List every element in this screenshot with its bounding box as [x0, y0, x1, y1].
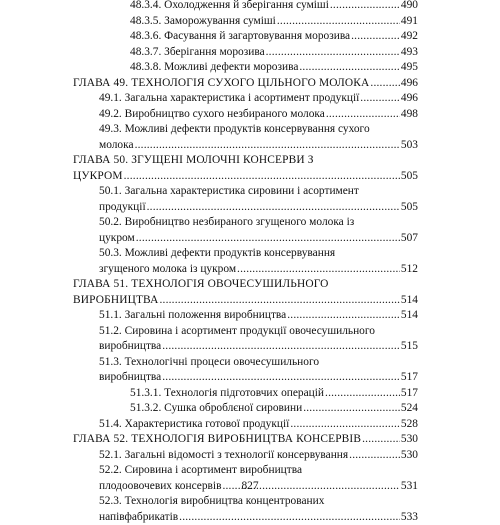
dot-leader [159, 293, 399, 309]
toc-entry-title: 52.3. Технологія виробництва концентрованих [99, 494, 324, 510]
toc-entry-title: 49.1. Загальна характеристика і асортимент продукції [99, 91, 359, 107]
toc-entry [73, 401, 418, 417]
toc-entry-title: 51.2. Сировина і асортимент продукції овочесушильного [99, 324, 375, 340]
toc-entry-title: 48.3.5. Заморожування суміші [130, 14, 276, 30]
dot-leader [351, 29, 400, 45]
toc-page-number: 517 [401, 370, 418, 386]
toc-chapter-entry [73, 153, 418, 184]
toc-entry [73, 0, 418, 14]
toc-entry-title: ГЛАВА 49. ТЕХНОЛОГІЯ СУХОГО ЦІЛЬНОГО МОЛОКА [73, 76, 369, 92]
toc-entry-line [73, 293, 418, 309]
toc-entry-title: згущеного молока із цукром [99, 262, 236, 278]
toc-entry-line [99, 494, 418, 510]
toc-entry-title: 48.3.7. Зберігання морозива [130, 45, 265, 61]
toc-page-number: 503 [401, 138, 418, 154]
dot-leader [325, 386, 400, 402]
dot-leader [370, 76, 400, 92]
dot-leader [330, 0, 400, 14]
toc-entry-title: виробництва [99, 339, 161, 355]
toc-entry-line [130, 45, 418, 61]
toc-entry-line [99, 184, 418, 200]
toc-entry-title: 49.2. Виробництво сухого незбираного молока [99, 107, 325, 123]
toc-entry-line [99, 355, 418, 371]
toc-page-number: 507 [401, 231, 418, 247]
toc-entry [73, 29, 418, 45]
toc-page-number: 491 [401, 14, 418, 30]
dot-leader [179, 510, 400, 525]
dot-leader [124, 169, 400, 185]
toc-entry-line [99, 246, 418, 262]
dot-leader [135, 138, 400, 154]
dot-leader [237, 262, 400, 278]
dot-leader [147, 200, 400, 216]
toc-entry [73, 215, 418, 246]
table-of-contents [73, 0, 418, 525]
toc-entry-line [99, 448, 418, 464]
toc-entry-line [130, 29, 418, 45]
toc-entry [73, 448, 418, 464]
toc-entry [73, 14, 418, 30]
toc-entry-title: 50.2. Виробництво незбираного згущеного молока із [99, 215, 354, 231]
toc-entry-line [73, 277, 418, 293]
toc-entry-line [99, 200, 418, 216]
toc-entry-title: 49.3. Можливі дефекти продуктів консервування сухого [99, 122, 370, 138]
toc-entry-title: цукром [99, 231, 135, 247]
toc-page-number: 512 [401, 262, 418, 278]
toc-entry-line [99, 417, 418, 433]
toc-entry-line [130, 14, 418, 30]
toc-page-number: 495 [401, 60, 418, 76]
toc-page-number: 493 [401, 45, 418, 61]
page-number: 827 [0, 479, 500, 493]
dot-leader [290, 417, 400, 433]
toc-entry-line [99, 339, 418, 355]
dot-leader [360, 91, 400, 107]
dot-leader [287, 308, 400, 324]
toc-entry-line [130, 0, 418, 14]
dot-leader [326, 107, 400, 123]
toc-entry-line [99, 138, 418, 154]
toc-entry [73, 417, 418, 433]
dot-leader [162, 339, 400, 355]
toc-entry [73, 494, 418, 525]
toc-entry-title: 51.4. Характеристика готової продукції [99, 417, 289, 433]
toc-entry [73, 386, 418, 402]
toc-entry-line [130, 386, 418, 402]
toc-entry-line [99, 308, 418, 324]
toc-entry-title: ГЛАВА 50. ЗГУЩЕНІ МОЛОЧНІ КОНСЕРВИ З [73, 153, 314, 169]
toc-page-number: 490 [401, 0, 418, 14]
toc-entry-title: 48.3.4. Охолодження й зберігання суміші [130, 0, 329, 14]
toc-page-number: 530 [401, 432, 418, 448]
toc-entry-title: продукції [99, 200, 146, 216]
toc-page-number: 496 [401, 91, 418, 107]
toc-entry-title: 50.1. Загальна характеристика сировини і асортимент [99, 184, 359, 200]
toc-entry-line [99, 370, 418, 386]
toc-chapter-entry [73, 76, 418, 92]
dot-leader [266, 45, 400, 61]
toc-entry-title: 51.3.2. Сушка оброблєної сировини [130, 401, 302, 417]
toc-page-number: 505 [401, 169, 418, 185]
toc-page-number: 492 [401, 29, 418, 45]
toc-entry-title: ГЛАВА 52. ТЕХНОЛОГІЯ ВИРОБНИЦТВА КОНСЕРВІВ [73, 432, 361, 448]
toc-entry-title: ГЛАВА 51. ТЕХНОЛОГІЯ ОВОЧЕСУШИЛЬНОГО [73, 277, 329, 293]
toc-entry-title: 52.2. Сировина і асортимент виробництва [99, 463, 302, 479]
toc-entry-title: 51.3. Технологічні процеси овочесушильного [99, 355, 319, 371]
toc-entry-title: ВИРОБНИЦТВА [73, 293, 158, 309]
toc-entry-line [73, 153, 418, 169]
dot-leader [349, 448, 400, 464]
toc-entry-title: 48.3.6. Фасування й загартовування морозива [130, 29, 350, 45]
toc-entry-line [99, 262, 418, 278]
toc-entry-line [73, 169, 418, 185]
toc-entry-line [99, 510, 418, 525]
toc-page-number: 496 [401, 76, 418, 92]
toc-entry-line [130, 60, 418, 76]
toc-page-number: 533 [401, 510, 418, 525]
toc-entry-line [99, 463, 418, 479]
toc-entry-title: молока [99, 138, 134, 154]
dot-leader [277, 14, 400, 30]
toc-entry [73, 246, 418, 277]
toc-page-number: 530 [401, 448, 418, 464]
dot-leader [303, 401, 400, 417]
toc-entry-line [73, 432, 418, 448]
dot-leader [136, 231, 400, 247]
toc-page-number: 505 [401, 200, 418, 216]
toc-entry [73, 324, 418, 355]
toc-entry-title: ЦУКРОМ [73, 169, 123, 185]
toc-entry-title: 51.3.1. Технологія підготовчих операцій [130, 386, 324, 402]
toc-entry [73, 355, 418, 386]
toc-page-number: 517 [401, 386, 418, 402]
toc-chapter-entry [73, 277, 418, 308]
toc-page-number: 524 [401, 401, 418, 417]
toc-entry-line [130, 401, 418, 417]
dot-leader [162, 370, 400, 386]
toc-entry-line [99, 231, 418, 247]
toc-entry-title: плодоовочевих консервів [99, 479, 221, 495]
toc-entry-line [99, 91, 418, 107]
toc-entry-line [99, 107, 418, 123]
toc-entry [73, 184, 418, 215]
toc-entry-title: 48.3.8. Можливі дефекти морозива [130, 60, 298, 76]
toc-chapter-entry [73, 432, 418, 448]
toc-page-number: 528 [401, 417, 418, 433]
toc-page-number: 514 [401, 308, 418, 324]
toc-entry [73, 308, 418, 324]
dot-leader [362, 432, 400, 448]
toc-entry-title: напівфабрикатів [99, 510, 178, 525]
toc-entry [73, 122, 418, 153]
toc-entry [73, 45, 418, 61]
toc-page-number: 498 [401, 107, 418, 123]
toc-entry-line [73, 76, 418, 92]
dot-leader [299, 60, 400, 76]
toc-entry-title: виробництва [99, 370, 161, 386]
toc-entry-title: 52.1. Загальні відомості з технології консервування [99, 448, 348, 464]
toc-entry-title: 50.3. Можливі дефекти продуктів консервування [99, 246, 335, 262]
toc-page-number: 531 [401, 479, 418, 495]
toc-page-number: 515 [401, 339, 418, 355]
toc-entry-line [99, 324, 418, 340]
toc-entry-title: 51.1. Загальні положення виробництва [99, 308, 286, 324]
toc-page-number: 514 [401, 293, 418, 309]
toc-entry-line [99, 122, 418, 138]
toc-entry [73, 107, 418, 123]
toc-entry-line [99, 215, 418, 231]
toc-entry [73, 60, 418, 76]
toc-entry [73, 91, 418, 107]
